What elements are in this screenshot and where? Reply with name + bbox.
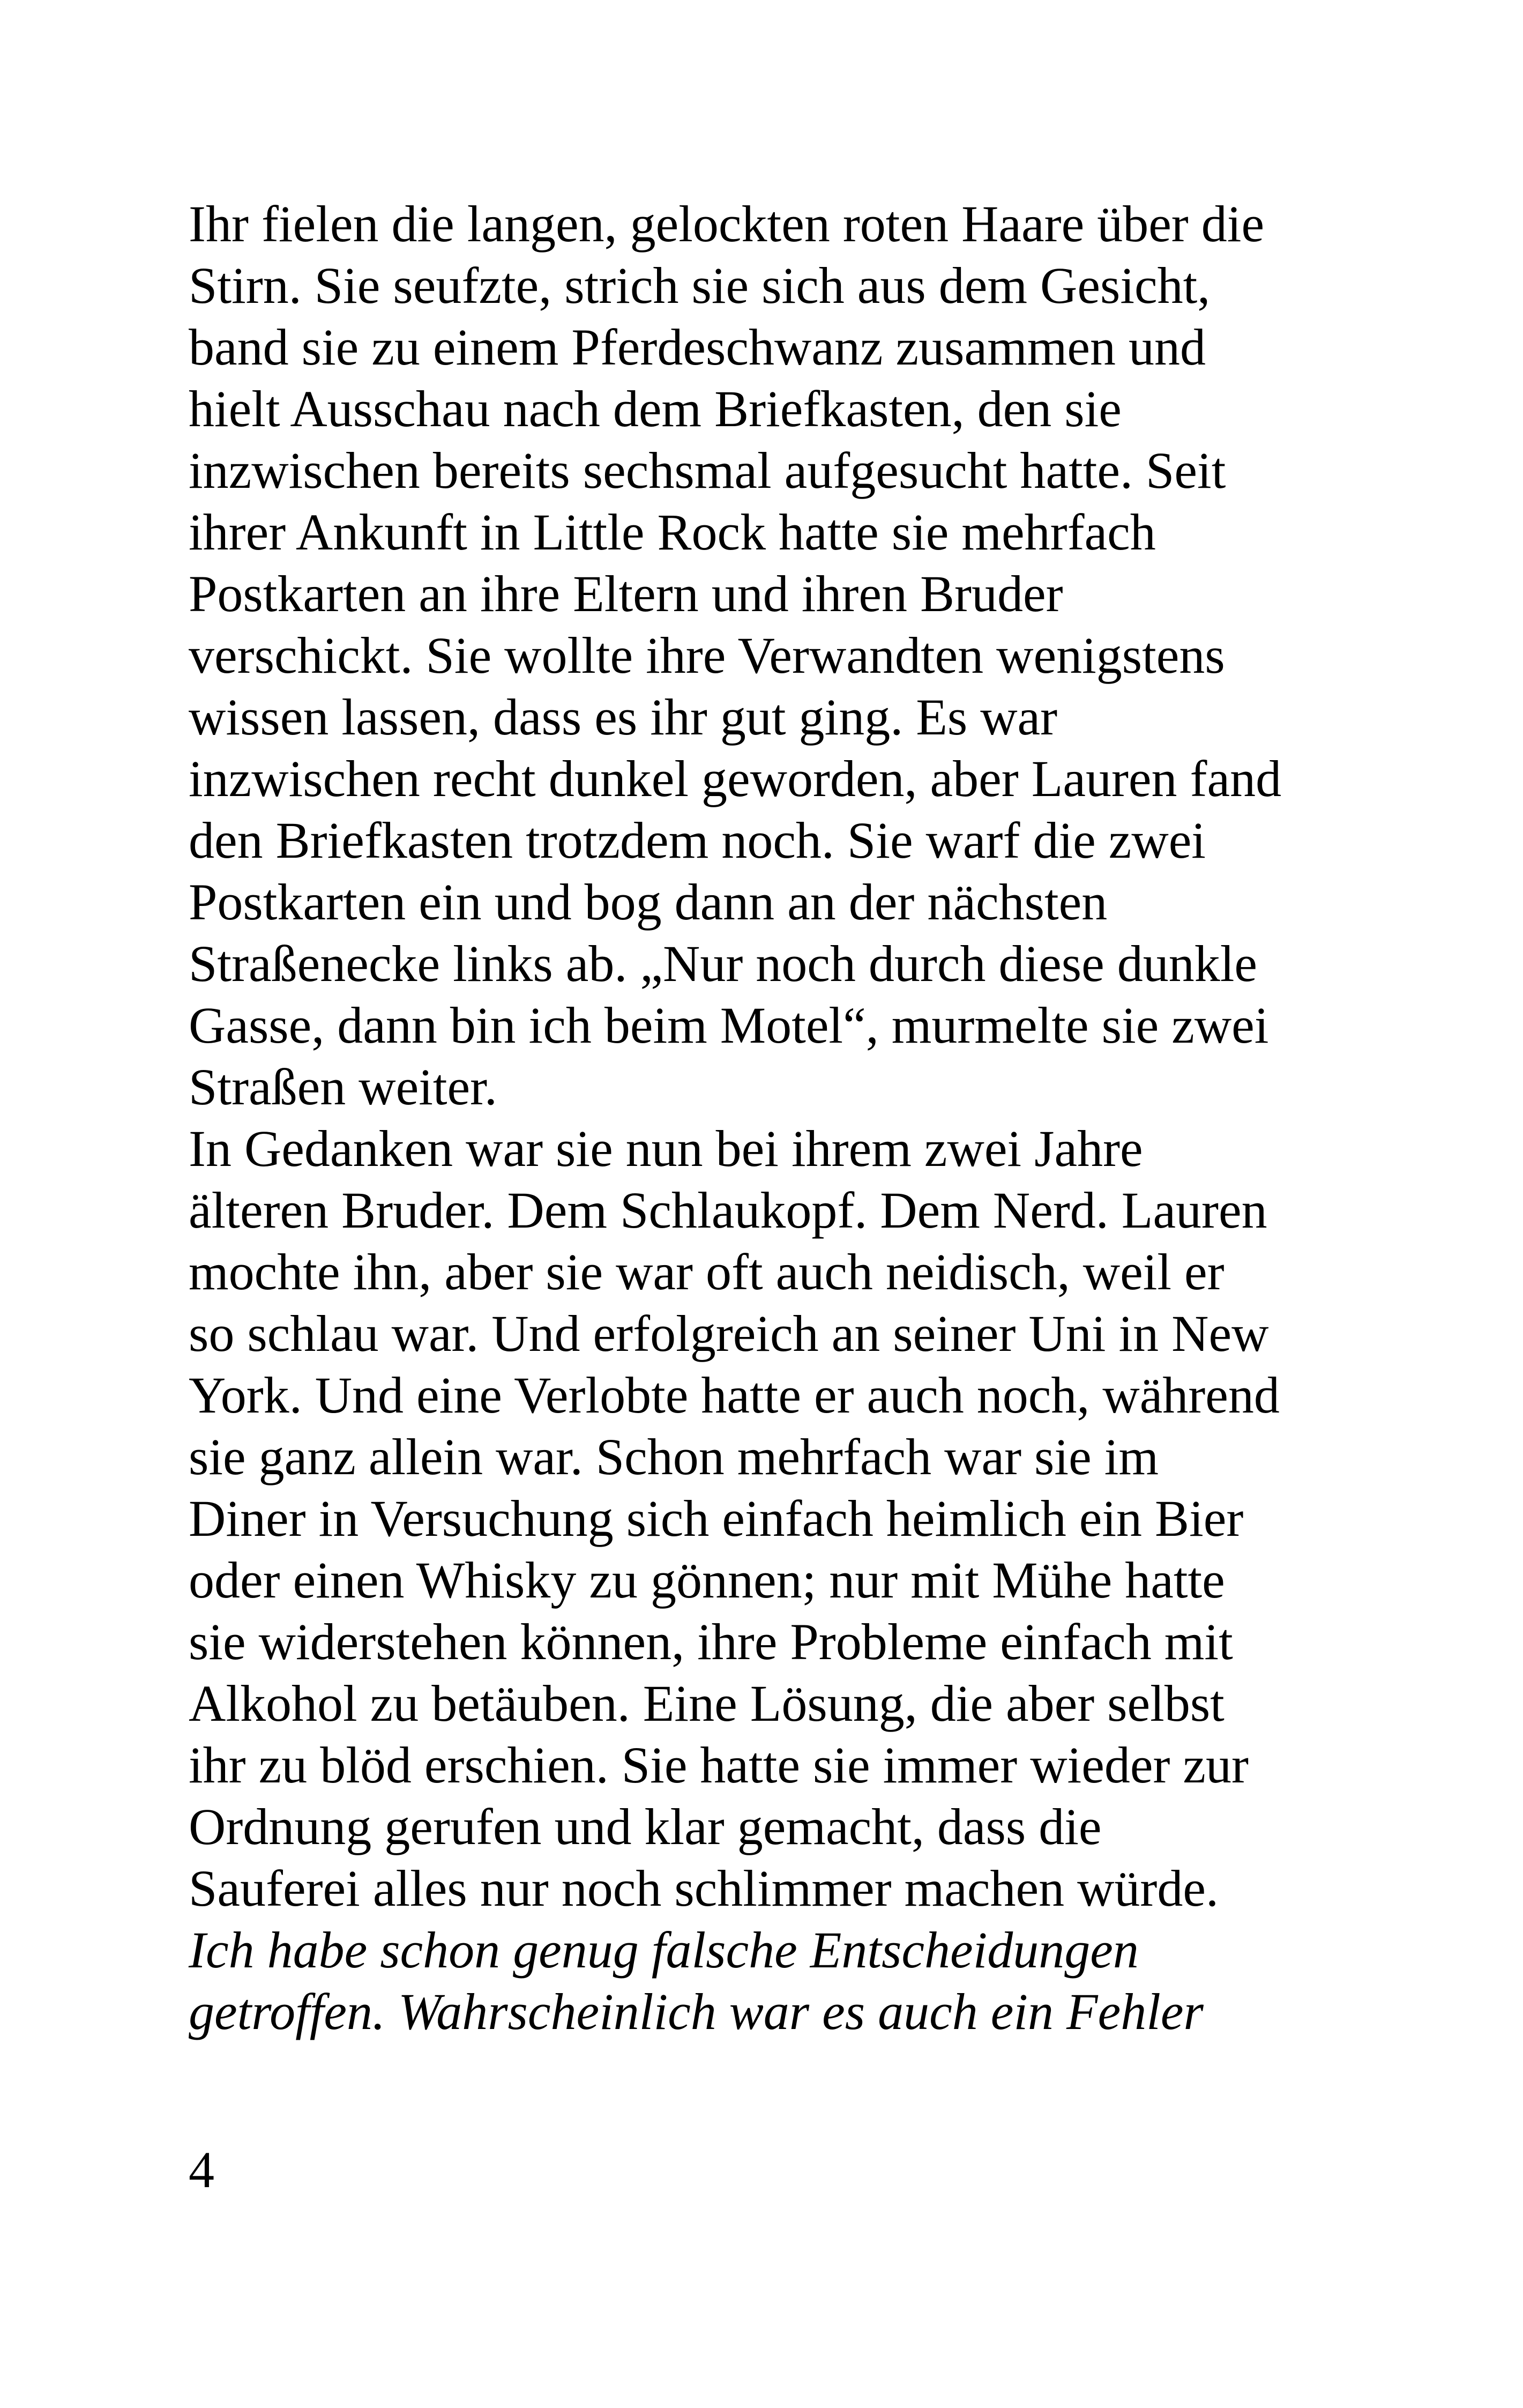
text-line: Alkohol zu betäuben. Eine Lösung, die aber selbst	[189, 1675, 1225, 1732]
text-line: inzwischen recht dunkel geworden, aber Lauren fand	[189, 750, 1282, 807]
body-text	[189, 193, 1368, 2042]
text-line: band sie zu einem Pferdeschwanz zusammen und	[189, 318, 1206, 376]
text-line: verschickt. Sie wollte ihre Verwandten wenigstens	[189, 627, 1225, 684]
text-line: den Briefkasten trotzdem noch. Sie warf die zwei	[189, 812, 1206, 869]
text-line: Ihr fielen die langen, gelockten roten Haare über die	[189, 195, 1265, 252]
text-line: oder einen Whisky zu gönnen; nur mit Mühe hatte	[189, 1551, 1225, 1609]
text-line: York. Und eine Verlobte hatte er auch noch, während	[189, 1366, 1280, 1424]
text-line: ihr zu blöd erschien. Sie hatte sie immer wieder zur	[189, 1736, 1249, 1794]
text-line: Straßenecke links ab. „Nur noch durch diese dunkle	[189, 935, 1258, 992]
text-line: so schlau war. Und erfolgreich an seiner Uni in New	[189, 1305, 1269, 1362]
text-line: sie ganz allein war. Schon mehrfach war sie im	[189, 1428, 1159, 1485]
text-line: älteren Bruder. Dem Schlaukopf. Dem Nerd. Lauren	[189, 1181, 1267, 1239]
text-line: sie widerstehen können, ihre Probleme einfach mit	[189, 1613, 1233, 1670]
text-line: Straßen weiter.	[189, 1058, 497, 1116]
text-line: Stirn. Sie seufzte, strich sie sich aus dem Gesicht,	[189, 257, 1211, 314]
text-line: hielt Ausschau nach dem Briefkasten, den sie	[189, 380, 1122, 437]
text-line: ihrer Ankunft in Little Rock hatte sie mehrfach	[189, 503, 1156, 561]
text-line: In Gedanken war sie nun bei ihrem zwei Jahre	[189, 1120, 1143, 1177]
text-line: Postkarten ein und bog dann an der nächsten	[189, 873, 1108, 931]
page-number: 4	[189, 2141, 214, 2198]
italic-text-line: Ich habe schon genug falsche Entscheidungen	[189, 1921, 1139, 1979]
text-line: Gasse, dann bin ich beim Motel“, murmelte sie zwei	[189, 997, 1269, 1054]
text-line: Diner in Versuchung sich einfach heimlich ein Bier	[189, 1490, 1244, 1547]
italic-text-line: getroffen. Wahrscheinlich war es auch ein Fehler	[189, 1983, 1204, 2040]
text-line: mochte ihn, aber sie war oft auch neidisch, weil er	[189, 1243, 1225, 1300]
text-line: wissen lassen, dass es ihr gut ging. Es war	[189, 688, 1058, 746]
text-line: Sauferei alles nur noch schlimmer machen würde.	[189, 1860, 1219, 1917]
text-line: Postkarten an ihre Eltern und ihren Bruder	[189, 565, 1063, 622]
text-line: Ordnung gerufen und klar gemacht, dass die	[189, 1798, 1102, 1855]
text-line: inzwischen bereits sechsmal aufgesucht hatte. Seit	[189, 442, 1226, 499]
